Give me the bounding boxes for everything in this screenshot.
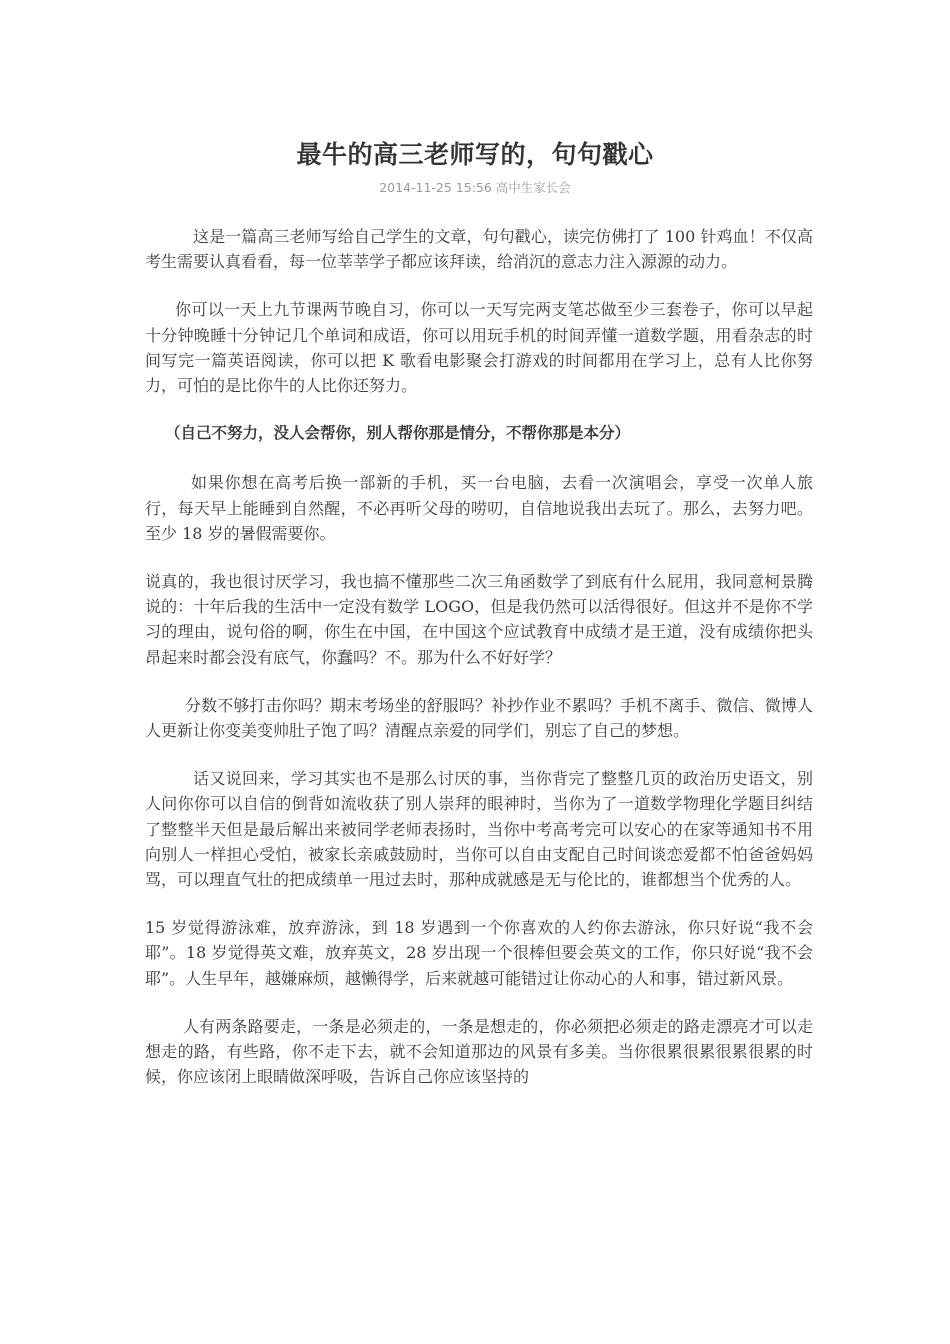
paragraph: 话又说回来，学习其实也不是那么讨厌的事，当你背完了整整几页的政治历史语文，别人问你你可以自信的倒背如流收获了别人崇拜的眼神时，当你为了一道数学物理化学题目纠结了整整半天但是最后解出来被同学老师表扬时，当你中考高考完可以安心的在家等通知书不用向别人一样担心受怕，被家长亲戚鼓励时，当你可以自由支配自己时间谈恋爱都不怕爸爸妈妈骂，可以理直气壮的把成绩单一甩过去时，那种成就感是无与伦比的，谁都想当个优秀的人。 bbox=[145, 769, 813, 890]
paragraph: 人有两条路要走，一条是必须走的，一条是想走的，你必须把必须走的路走漂亮才可以走想走的路，有些路，你不走下去，就不会知道那边的风景有多美。当你很累很累很累很累的时候，你应该闭上眼睛做深呼吸，告诉自己你应该坚持的 bbox=[145, 1016, 813, 1087]
paragraph: 说真的，我也很讨厌学习，我也搞不懂那些二次三角函数学了到底有什么屁用，我同意柯景腾说的：十年后我的生活中一定没有数学 LOGO，但是我仍然可以活得很好。但这并不是你不学习的理由，说句俗的啊，你生在中国，在中国这个应试教育中成绩才是王道，没有成绩你把头昂起来时都会没有底气，你蠢吗？不。那为什么不好好学？ bbox=[145, 572, 813, 667]
paragraph-intro: 这是一篇高三老师写给自己学生的文章，句句戳心，读完仿佛打了 100 针鸡血！不仅高考生需要认真看看，每一位莘莘学子都应该拜读，给消沉的意志力注入源源的动力。 bbox=[145, 227, 813, 272]
article-body bbox=[145, 224, 813, 1112]
paragraph: 如果你想在高考后换一部新的手机，买一台电脑，去看一次演唱会，享受一次单人旅行，每天早上能睡到自然醒，不必再听父母的唠叨，自信地说我出去玩了。那么，去努力吧。至少 18 岁的暑假需要你。 bbox=[145, 473, 813, 543]
emphasis-paragraph: （自己不努力，没人会帮你，别人帮你那是情分，不帮你那是本分） bbox=[165, 424, 631, 443]
paragraph: 你可以一天上九节课两节晚自习，你可以一天写完两支笔芯做至少三套卷子，你可以早起十分钟晚睡十分钟记几个单词和成语，你可以用玩手机的时间弄懂一道数学题，用看杂志的时间写完一篇英语阅读，你可以把 K 歌看电影聚会打游戏的时间都用在学习上，总有人比你努力，可怕的是比你牛的人比你还努力。 bbox=[145, 300, 813, 396]
paragraph: 分数不够打击你吗？期末考场坐的舒服吗？补抄作业不累吗？手机不离手、微信、微博人人更新让你变美变帅肚子饱了吗？清醒点亲爱的同学们，别忘了自己的梦想。 bbox=[145, 695, 813, 741]
paragraph: 15 岁觉得游泳难，放弃游泳，到 18 岁遇到一个你喜欢的人约你去游泳，你只好说“我不会耶”。18 岁觉得英文难，放弃英文，28 岁出现一个很棒但要会英文的工作，你只好说“我不会耶”。人生早年，越嫌麻烦，越懒得学，后来就越可能错过让你动心的人和事，错过新风景。 bbox=[145, 918, 813, 988]
article-title: 最牛的高三老师写的，句句戳心 bbox=[296, 140, 654, 169]
article-meta: 2014-11-25 15:56 高中生家长会 bbox=[379, 180, 571, 195]
